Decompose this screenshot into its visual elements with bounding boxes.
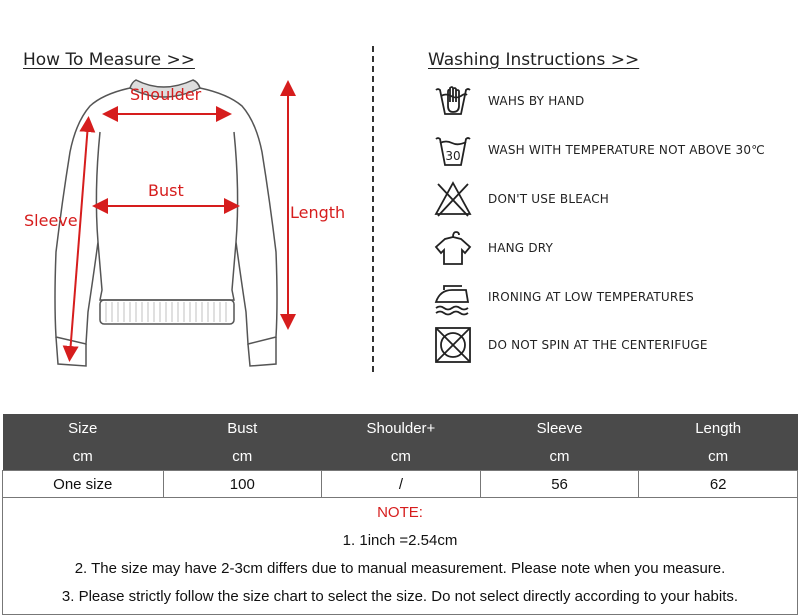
no-bleach-icon (432, 178, 474, 220)
header-sleeve: Sleeve (480, 414, 639, 442)
note-item: 3. Please strictly follow the size chart to select the size. Do not select directly according to your habits. (61, 588, 739, 605)
note-item: 1. 1inch =2.54cm (342, 532, 458, 549)
header-shoulder: Shoulder+ (322, 414, 481, 442)
shoulder-label: Shoulder (130, 85, 202, 104)
header-size: Size (3, 414, 164, 442)
unit-cell: cm (3, 442, 164, 471)
wash-item-text: DON'T USE BLEACH (488, 192, 610, 206)
note-item: 2. The size may have 2-3cm differs due to manual measurement. Please note when you measure. (74, 560, 726, 577)
hang-dry-icon (432, 227, 474, 269)
wash-temp-value: 30 (445, 149, 461, 163)
unit-cell: cm (322, 442, 481, 471)
sweater-measure-diagram (18, 72, 358, 372)
iron-low-icon (432, 276, 474, 318)
sleeve-arrow (70, 124, 88, 354)
hem-ribbing-icon (106, 302, 226, 322)
wash-temperature-icon (432, 129, 474, 171)
length-label: Length (290, 203, 346, 222)
wash-item-temperature (432, 129, 765, 171)
no-tumble-dry-icon (432, 324, 474, 366)
unit-cell: cm (480, 442, 639, 471)
hand-wash-icon (432, 80, 474, 122)
size-table (2, 414, 798, 498)
wash-item-hang-dry (432, 227, 554, 269)
sleeve-label: Sleeve (24, 211, 78, 230)
cell-size: One size (3, 471, 164, 498)
wash-item-text: IRONING AT LOW TEMPERATURES (488, 290, 694, 304)
bust-label: Bust (148, 181, 184, 200)
header-length: Length (639, 414, 798, 442)
unit-cell: cm (639, 442, 798, 471)
cell-bust: 100 (163, 471, 322, 498)
note-title: NOTE: (377, 504, 423, 521)
wash-item-hand-wash (432, 80, 585, 122)
wash-item-no-bleach (432, 178, 610, 220)
cell-sleeve: 56 (480, 471, 639, 498)
section-divider (372, 46, 374, 372)
wash-item-text: WAHS BY HAND (488, 94, 585, 108)
how-to-measure-title: How To Measure >> (23, 50, 195, 70)
size-table-units (3, 442, 798, 471)
wash-item-text: WASH WITH TEMPERATURE NOT ABOVE 30℃ (488, 143, 765, 157)
cell-shoulder: / (322, 471, 481, 498)
notes-box (2, 498, 798, 615)
wash-item-text: HANG DRY (488, 241, 554, 255)
header-bust: Bust (163, 414, 322, 442)
washing-instructions-title: Washing Instructions >> (428, 50, 640, 70)
table-row (3, 471, 798, 498)
cell-length: 62 (639, 471, 798, 498)
unit-cell: cm (163, 442, 322, 471)
wash-item-no-spin (432, 324, 708, 366)
wash-item-text: DO NOT SPIN AT THE CENTERIFUGE (488, 338, 708, 352)
wash-item-iron-low (432, 276, 694, 318)
sweater-outline-icon (55, 80, 277, 366)
size-table-header (3, 414, 798, 442)
